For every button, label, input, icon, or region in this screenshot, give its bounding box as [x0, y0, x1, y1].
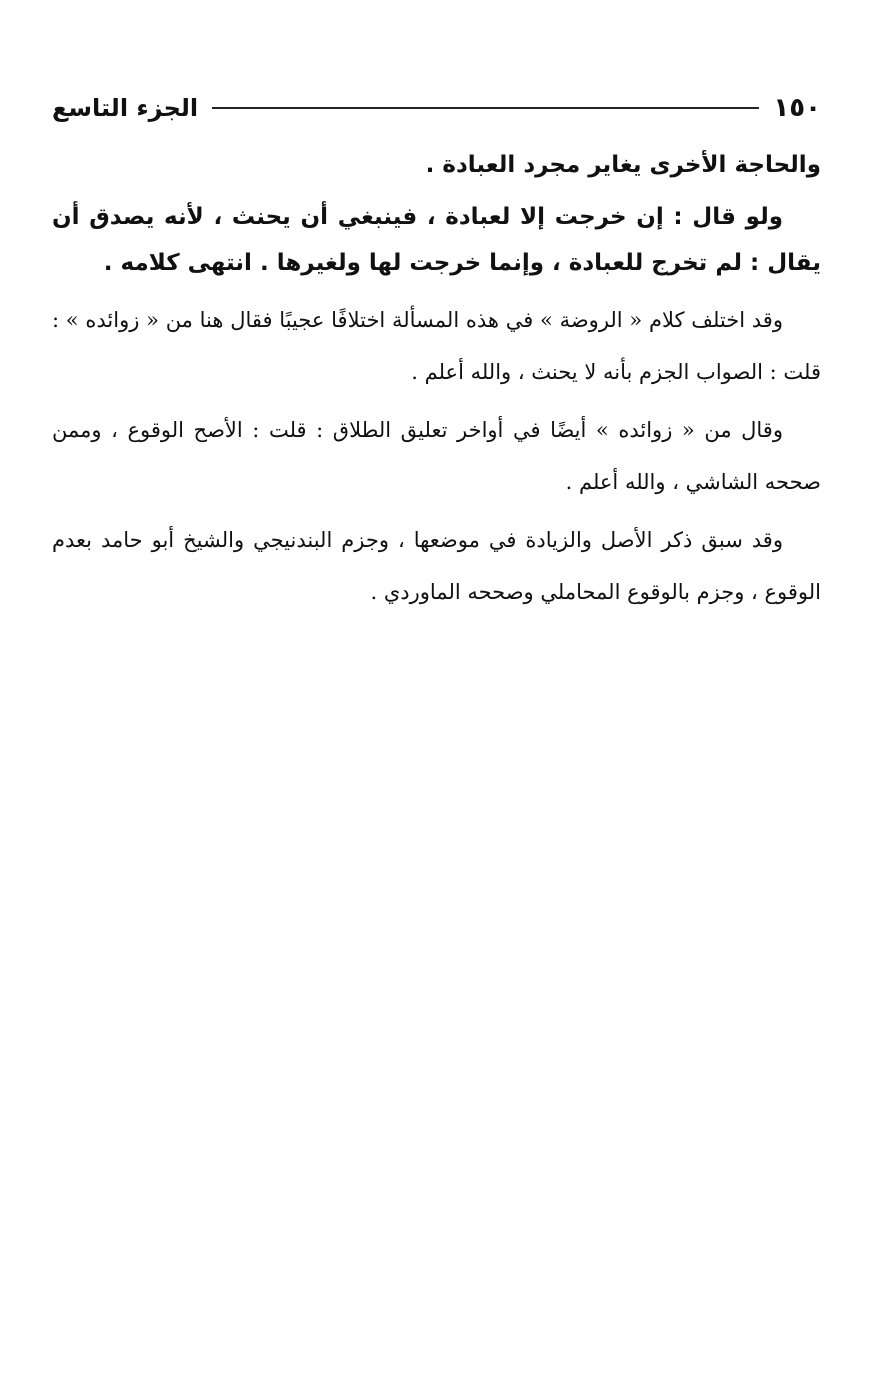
paragraph: وقال من « زوائده » أيضًا في أواخر تعليق الطلاق : قلت : الأصح الوقوع ، وممن صححه الشاشي ، والله أعلم . [52, 418, 821, 494]
running-title: الجزء التاسع [52, 94, 199, 122]
paragraph: وقد سبق ذكر الأصل والزيادة في موضعها ، وجزم البندنيجي والشيخ أبو حامد بعدم الوقوع ، وجزم بالوقوع المحاملي وصححه الماوردي . [52, 528, 821, 604]
page-number: ١٥٠ [773, 93, 821, 123]
paragraph: ولو قال : إن خرجت إلا لعبادة ، فينبغي أن يحنث ، لأنه يصدق أن يقال : لم تخرج للعبادة ، وإنما خرجت لها ولغيرها . انتهى كلامه . [52, 204, 821, 276]
paragraph: وقد اختلف كلام « الروضة » في هذه المسألة اختلافًا عجيبًا فقال هنا من « زوائده » : قلت : الصواب الجزم بأنه لا يحنث ، والله أعلم . [52, 308, 821, 384]
page-header [52, 86, 821, 130]
header-rule [212, 107, 759, 109]
paragraph: والحاجة الأخرى يغاير مجرد العبادة . [425, 152, 821, 178]
body-text [52, 142, 821, 618]
